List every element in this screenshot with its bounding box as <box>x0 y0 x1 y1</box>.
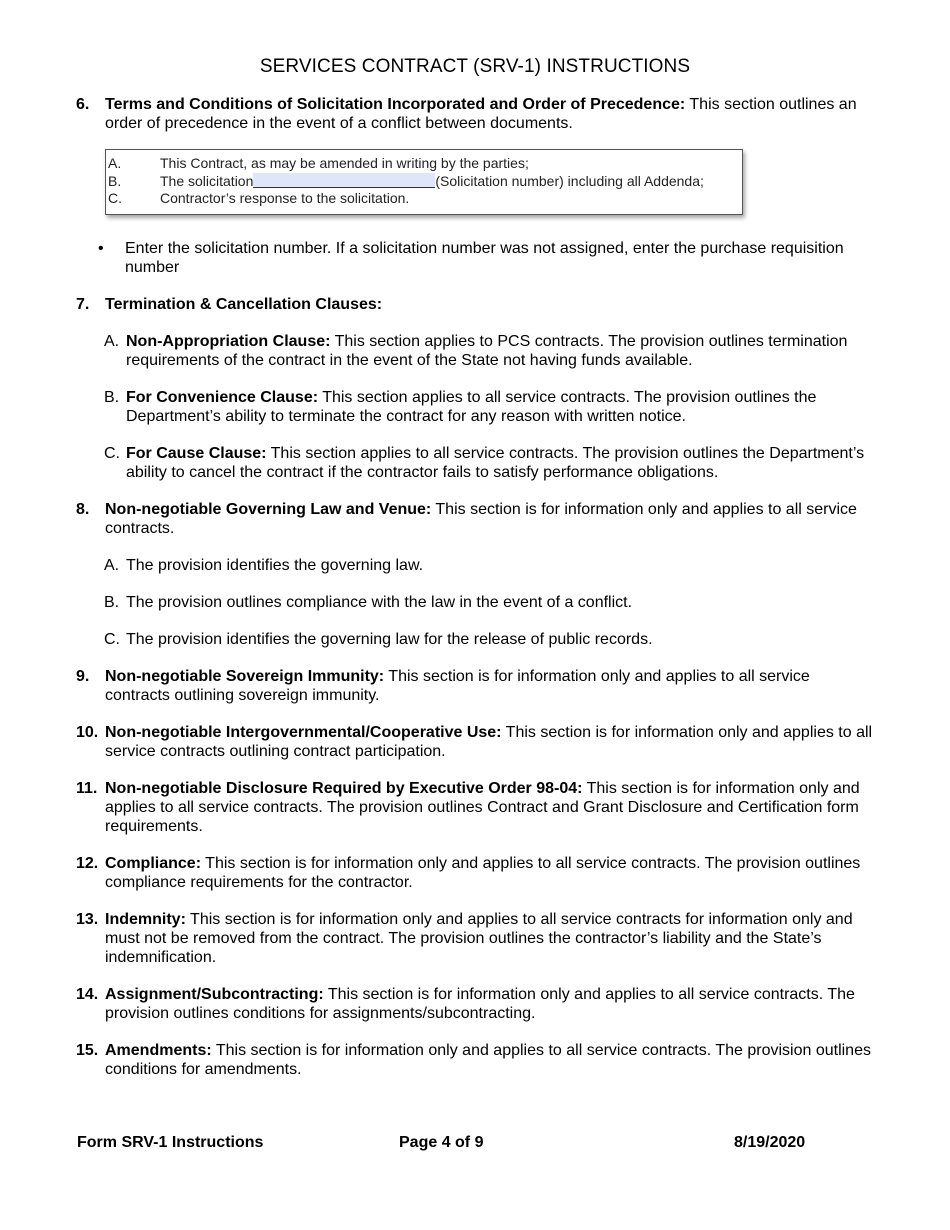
sub-text: This section applies to PCS contracts. The provision outlines termination requirements of the contract in the event of the State not having funds available. <box>126 332 848 369</box>
section-text: This section is for information only and applies to all service contracts. The provision outlines conditions for assignments/subcontracting. <box>105 985 855 1022</box>
section-text: This section is for information only and applies to all service contracts. The provision outlines Contract and Grant Disclosure and Certification form requirements. <box>105 779 860 835</box>
section-number: 15. <box>76 1041 99 1059</box>
sub-text: The provision identifies the governing law. <box>126 556 424 574</box>
excerpt-text: This Contract, as may be amended in writing by the parties; <box>160 155 529 171</box>
document-body <box>76 95 876 1097</box>
sub-letter: C. <box>104 630 120 648</box>
excerpt-letter: C. <box>108 190 122 206</box>
sub-letter: B. <box>104 388 120 406</box>
section-text: This section is for information only and applies to all service contracts outlining sovereign immunity. <box>105 667 810 704</box>
section-7 <box>76 295 876 482</box>
section-text: This section is for information only and applies to all service contracts. The provision outlines conditions for amendments. <box>105 1041 871 1078</box>
section-heading: Non-negotiable Sovereign Immunity: <box>105 667 385 685</box>
section-heading: Assignment/Subcontracting: <box>105 985 324 1003</box>
sub-item <box>76 556 876 575</box>
section-heading: Amendments: <box>105 1041 212 1059</box>
excerpt-text: (Solicitation number) including all Addenda; <box>435 172 704 189</box>
bullet-item <box>76 239 876 277</box>
section-11 <box>76 779 876 836</box>
section-heading: Non-negotiable Intergovernmental/Cooperative Use: <box>105 723 502 741</box>
section-14 <box>76 985 876 1023</box>
sub-text: The provision identifies the governing law for the release of public records. <box>126 630 653 648</box>
section-10 <box>76 723 876 761</box>
solicitation-number-field[interactable] <box>253 173 435 188</box>
sub-item <box>76 630 876 649</box>
section-text: This section is for information only and applies to all service contracts for information only and must not be removed from the contract. The provision outlines the contractor’s liability and the State’s indemnification. <box>105 910 853 966</box>
sub-text: The provision outlines compliance with the law in the event of a conflict. <box>126 593 633 611</box>
section-number: 6. <box>76 96 90 113</box>
section-number: 9. <box>76 667 90 685</box>
sub-list <box>76 556 876 649</box>
excerpt-row-b <box>106 173 742 191</box>
section-number: 11. <box>76 779 98 797</box>
sub-heading: For Convenience Clause: <box>126 388 319 406</box>
section-heading: Non-negotiable Governing Law and Venue: <box>105 500 432 518</box>
contract-excerpt-box <box>105 149 743 215</box>
sub-item <box>76 593 876 612</box>
sub-item <box>76 444 876 482</box>
section-number: 10. <box>76 723 99 741</box>
footer-form-name: Form SRV-1 Instructions <box>77 1134 264 1151</box>
sub-heading: Non-Appropriation Clause: <box>126 332 331 350</box>
section-number: 14. <box>76 985 99 1003</box>
page-title: SERVICES CONTRACT (SRV-1) INSTRUCTIONS <box>259 56 691 77</box>
section-number: 12. <box>76 854 99 872</box>
section-heading: Compliance: <box>105 854 202 872</box>
footer-page-number: Page 4 of 9 <box>399 1134 484 1151</box>
sub-item <box>76 388 876 426</box>
section-heading: Terms and Conditions of Solicitation Incorporated and Order of Precedence: <box>105 96 686 113</box>
section-12 <box>76 854 876 892</box>
section-15 <box>76 1041 876 1079</box>
footer-date: 8/19/2020 <box>734 1134 806 1151</box>
section-text: This section is for information only and applies to all service contracts outlining contract participation. <box>105 723 873 760</box>
bullet-icon: • <box>98 239 104 257</box>
section-number: 13. <box>76 910 99 928</box>
sub-list <box>76 332 876 482</box>
sub-heading: For Cause Clause: <box>126 444 267 462</box>
section-number: 7. <box>76 295 90 313</box>
sub-letter: A. <box>104 332 120 350</box>
section-number: 8. <box>76 500 90 518</box>
section-heading: Non-negotiable Disclosure Required by Executive Order 98-04: <box>105 779 583 797</box>
section-8 <box>76 500 876 649</box>
section-text: This section is for information only and applies to all service contracts. <box>105 500 857 537</box>
section-6 <box>76 95 876 133</box>
sub-letter: B. <box>104 593 120 611</box>
section-heading: Indemnity: <box>105 910 186 928</box>
excerpt-letter: A. <box>108 155 122 171</box>
sub-text: This section applies to all service contracts. The provision outlines the Department’s ability to terminate the contract for any reason with written notice. <box>126 388 817 425</box>
excerpt-row-a <box>106 155 742 173</box>
section-text: This section outlines an order of precedence in the event of a conflict between documents. <box>105 96 857 132</box>
sub-text: This section applies to all service contracts. The provision outlines the Department’s ability to cancel the contract if the contractor fails to satisfy performance obligations. <box>126 444 865 481</box>
excerpt-text: The solicitation <box>160 172 254 189</box>
excerpt-letter: B. <box>108 172 122 189</box>
sub-item <box>76 332 876 370</box>
excerpt-text: Contractor’s response to the solicitation. <box>160 190 410 206</box>
excerpt-row-c <box>106 190 742 208</box>
bullet-text: Enter the solicitation number. If a solicitation number was not assigned, enter the purchase requisition number <box>125 239 844 276</box>
section-heading: Termination & Cancellation Clauses: <box>105 295 383 313</box>
section-text: This section is for information only and applies to all service contracts. The provision outlines compliance requirements for the contractor. <box>105 854 861 891</box>
section-13 <box>76 910 876 967</box>
sub-letter: A. <box>104 556 120 574</box>
section-9 <box>76 667 876 705</box>
sub-letter: C. <box>104 444 120 462</box>
